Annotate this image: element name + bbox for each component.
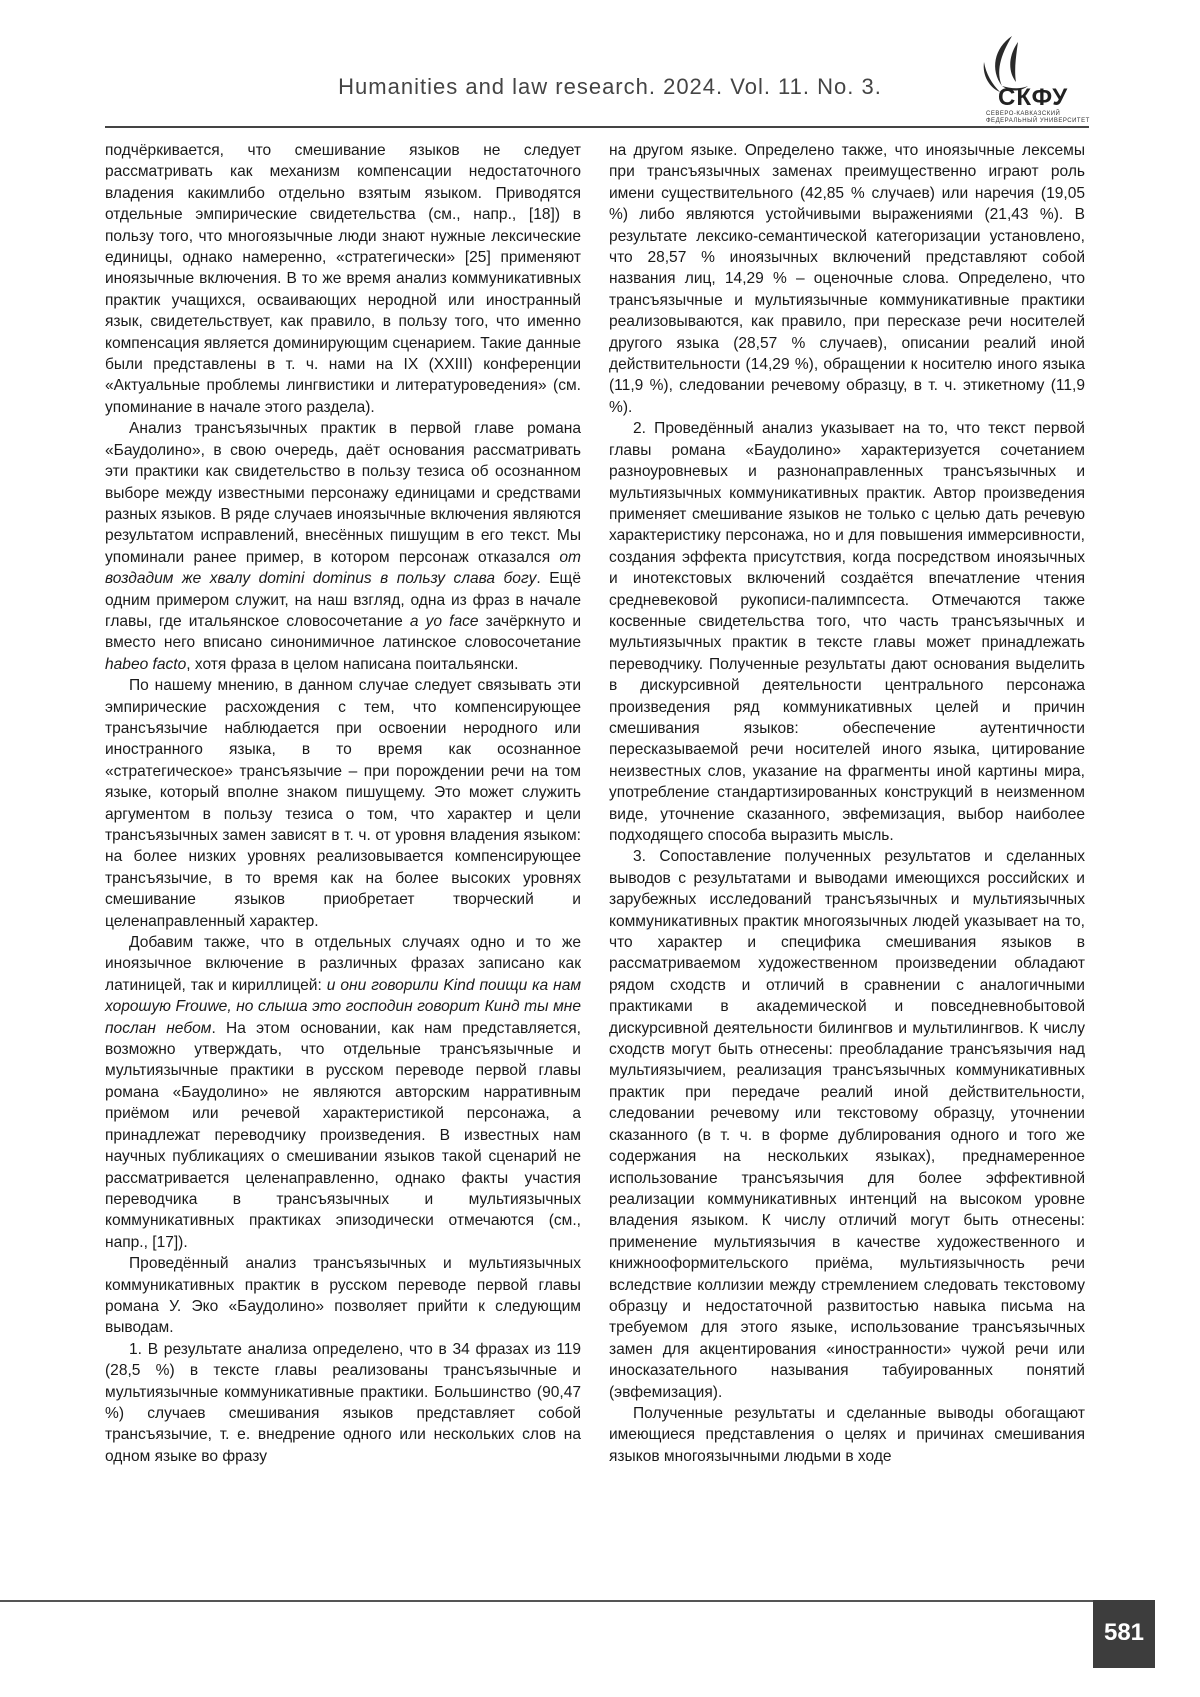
paragraph: Проведённый анализ трансъязычных и мультиязычных коммуникативных практик в русском переводе первой главы романа У. Эко «Баудолино» позволяет прийти к следующим выводам. xyxy=(105,1255,581,1337)
journal-title: Humanities and law research. 2024. Vol. 11. No. 3. xyxy=(338,74,882,99)
left-column xyxy=(105,140,581,1467)
footer-divider xyxy=(0,1600,1093,1602)
text-run: . На этом основании, как нам представляется, возможно утверждать, что отдельные трансъязычные и мультиязычные практики в русском переводе первой главы романа «Баудолино» не являются авторским нарративным приёмом или речевой характеристикой персонажа, а принадлежат переводчику произведения. В известных нам научных публикациях о смешивании языков такой сценарий не рассматривается целенаправленно, однако факты участия переводчика в трансъязычных и мультиязычных коммуникативных практиках эпизодически отмечаются (см., напр., [17]). xyxy=(105,1019,581,1251)
text-run: . Ещё одним примером служит, на наш взгляд, одна из фраз в начале главы, где итальянское словосочетание xyxy=(105,570,581,630)
header-divider xyxy=(105,126,1089,128)
paragraph: 1. В результате анализа определено, что в 34 фразах из 119 (28,5 %) в тексте главы реализованы трансъязычные и мультиязычные коммуникативные практики. Большинство (90,47 %) случаев смешивания языков представляет собой трансъязычие, т. е. внедрение одного или нескольких слов на одном языке во фразу xyxy=(105,1340,581,1465)
paragraph: на другом языке. Определено также, что иноязычные лексемы при трансъязычных заменах преимущественно играют роль имени существительного (42,85 % случаев) или наречия (19,05 %) либо являются устойчивыми выражениями (21,43 %). В результате лексико-семантической категоризации установлено, что 28,57 % иноязычных включений представляют собой названия лиц, 14,29 % – оценочные слова. Определено, что трансъязычные и мультиязычные коммуникативные практики реализовываются, как правило, при пересказе речи носителей другого языка (28,57 % случаев), описании реалий иной действительности (14,29 %), обращении к носителю иного языка (11,9 %), следовании речевому образцу, в т. ч. этикетному (11,9 %). xyxy=(609,142,1085,416)
text-run: зачёркнуто и вместо него вписано синонимичное латинское словосочетание xyxy=(105,612,582,652)
paragraph: Полученные результаты и сделанные выводы обогащают имеющиеся представления о целях и причинах смешивания языков многоязычными людьми в ходе xyxy=(609,1404,1085,1465)
page-number: 581 xyxy=(1103,1619,1145,1646)
paragraph xyxy=(105,932,581,1253)
logo-text: СКФУ xyxy=(998,84,1069,111)
logo-subtitle: ФЕДЕРАЛЬНЫЙ УНИВЕРСИТЕТ xyxy=(986,118,1090,124)
logo-subtitle: СЕВЕРО-КАВКАЗСКИЙ xyxy=(986,111,1061,117)
italic-quote: и они говорили Kind поищи ка нам хорошую Frouwe, но слыша это господин говорит Кинд ты мне послан небом xyxy=(105,976,581,1037)
text-run: Анализ трансъязычных практик в первой главе романа «Баудолино», в свою очередь, даёт основания рассматривать эти практики как свидетельство в пользу тезиса об осознанном выборе между известными персонажу единицами и средствами разных языков. В ряде случаев иноязычные включения являются результатом исправлений, внесённых пишущим в его текст. Мы упоминали ранее пример, в котором персонаж отказался xyxy=(105,420,581,566)
paragraph: подчёркивается, что смешивание языков не следует рассматривать как механизм компенсации недостаточного владения какимлибо отдельно взятым языком. Приводятся отдельные эмпирические свидетельства (см., напр., [18]) в пользу того, что многоязычные люди знают нужные лексические единицы, однако намеренно, «стратегически» [25] применяют иноязычные включения. В то же время анализ коммуникативных практик учащихся, осваивающих неродной или иностранный язык, свидетельствует, как правило, в пользу того, что именно компенсация является доминирующим сценарием. Такие данные были представлены в т. ч. нами на IX (XXIII) конференции «Актуальные проблемы лингвистики и литературоведения» (см. упоминание в начале этого раздела). xyxy=(105,142,581,416)
paragraph xyxy=(105,418,581,675)
page-header xyxy=(0,0,1200,140)
italic-quote: habeo facto xyxy=(105,655,187,673)
text-run: Добавим также, что в отдельных случаях одно и то же иноязычное включение в различных фразах записано как латиницей, так и кириллицей: xyxy=(105,934,581,994)
paragraph: 2. Проведённый анализ указывает на то, что текст первой главы романа «Баудолино» характеризуется сочетанием разноуровневых и разнонаправленных трансъязычных и мультиязычных коммуникативных практик. Автор произведения применяет смешивание языков не только с целью дать речевую характеристику персонажа, но и для повышения иммерсивности, создания эффекта присутствия, когда посредством иноязычных и инотекстовых включений создаётся впечатление чтения средневековой рукописи-палимпсеста. Отмечаются также косвенные свидетельства того, что часть трансъязычных и мультиязычных практик в тексте главы может принадлежать переводчику. Полученные результаты дают основания выделить в дискурсивной деятельности центрального персонажа произведения ряд коммуникативных целей и причин смешивания языков: обеспечение аутентичности пересказываемой речи носителей иного языка, цитирование неизвестных слов, указание на фрагменты иной картины мира, употребление стандартизированных конструкций в неизменном виде, уточнение сказанного, эвфемизация, выбор наиболее подходящего способа выразить мысль. xyxy=(609,420,1085,844)
paragraph: 3. Сопоставление полученных результатов и сделанных выводов с результатами и выводами имеющихся российских и зарубежных исследований трансъязычных и мультиязычных коммуникативных практик многоязычных людей указывает на то, что характер и специфика смешивания языков в рассматриваемом художественном произведении обладают рядом сходств и отличий в сравнении с аналогичными практиками в академической и повседневнобытовой дискурсивной деятельности билингвов и мультилингвов. К числу сходств могут быть отнесены: преобладание трансъязычия над мультиязычием, реализация трансъязычных коммуникативных практик при передаче реалий иной действительности, следовании речевому или текстовому образцу, уточнении сказанного (в т. ч. в форме дублирования одного и того же содержания на нескольких языках), преднамеренное использование трансъязычия для более эффективной реализации коммуникативных интенций на высоком уровне владения языком. К числу отличий могут быть отнесены: применение мультиязычия в качестве художественного и книжнооформительского приёма, мультиязычность речи вследствие коллизии между стремлением следовать текстовому образцу и недостаточной развитостью навыка письма на требуемом для этого языке, использование трансъязычных замен для акцентирования «иностранности» чужой речи или иносказательного называния табуированных понятий (эвфемизация). xyxy=(609,848,1085,1401)
paragraph: По нашему мнению, в данном случае следует связывать эти эмпирические расхождения с тем, что компенсирующее трансъязычие наблюдается при освоении неродного или иностранного языка, в то время как осознанное «стратегическое» трансъязычие – при порождении речи на том языке, который вполне знаком пишущему. Это может служить аргументом в пользу тезиса о том, что характер и цели трансъязычных замен зависят в т. ч. от уровня владения языком: на более низких уровнях реализовывается компенсирующее трансъязычие, в то время как на более высоких уровнях смешивание языков приобретает творческий и целенаправленный характер. xyxy=(105,677,581,930)
text-run: , хотя фраза в целом написана поитальянски. xyxy=(186,655,519,673)
italic-quote: a yo face xyxy=(409,612,479,630)
right-column xyxy=(609,140,1085,1467)
italic-quote: от воздадим же хвалу domini dominus в пользу слава богу xyxy=(105,548,581,588)
